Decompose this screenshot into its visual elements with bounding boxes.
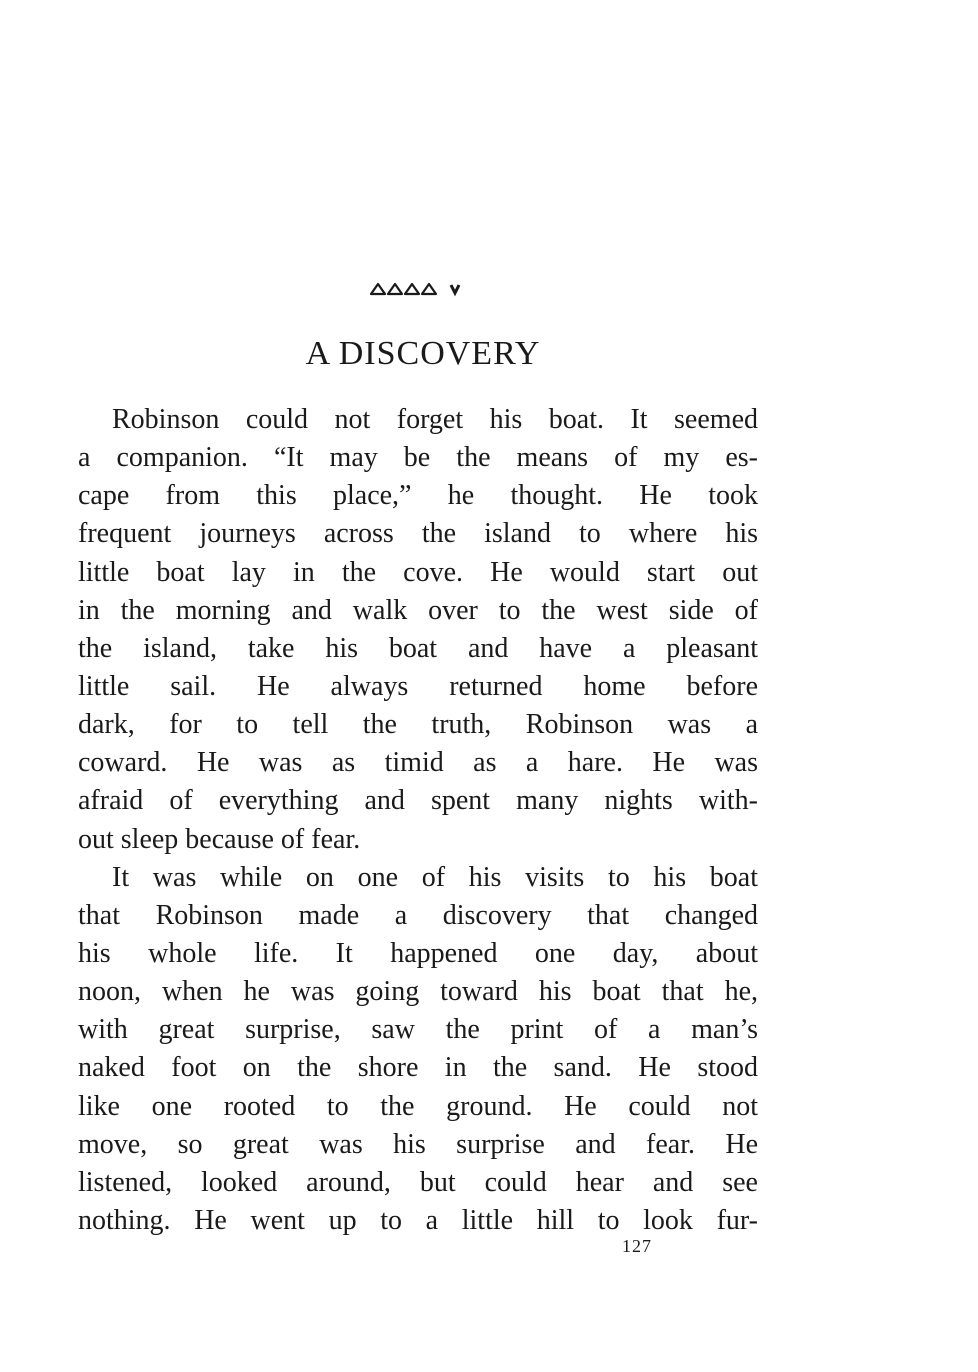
- text-line: Robinson could not forget his boat. It seemed: [112, 404, 758, 435]
- page-number: 127: [622, 1236, 652, 1256]
- text-line: noon, when he was going toward his boat that he,: [78, 976, 758, 1008]
- text-line: move, so great was his surprise and fear. He: [78, 1128, 758, 1160]
- text-line: coward. He was as timid as a hare. He was: [78, 747, 758, 779]
- text-line: in the morning and walk over to the west side of: [78, 594, 758, 626]
- text-line: little sail. He always returned home before: [78, 670, 758, 702]
- text-line: frequent journeys across the island to where his: [78, 518, 758, 550]
- text-line: a companion. “It may be the means of my es-: [78, 442, 758, 474]
- text-line: nothing. He went up to a little hill to look fur-: [78, 1204, 758, 1236]
- text-line: cape from this place,” he thought. He took: [78, 480, 758, 512]
- text-line: naked foot on the shore in the sand. He stood: [78, 1052, 758, 1084]
- chapter-title: A DISCOVERY: [305, 335, 541, 372]
- text-line: like one rooted to the ground. He could not: [78, 1090, 758, 1122]
- chapter-body: [78, 401, 758, 1240]
- text-line: dark, for to tell the truth, Robinson was a: [78, 709, 758, 741]
- chapter-ornament: [368, 278, 468, 298]
- text-line: listened, looked around, but could hear and see: [78, 1166, 758, 1198]
- text-line: It was while on one of his visits to his boat: [112, 861, 758, 893]
- text-line: out sleep because of fear.: [78, 823, 361, 855]
- text-line: that Robinson made a discovery that changed: [78, 899, 758, 931]
- text-line: the island, take his boat and have a pleasant: [78, 632, 758, 664]
- text-line: little boat lay in the cove. He would start out: [78, 556, 758, 588]
- text-line: afraid of everything and spent many nights with-: [78, 785, 758, 817]
- text-line: with great surprise, saw the print of a man’s: [78, 1014, 758, 1046]
- text-line: his whole life. It happened one day, about: [78, 937, 758, 969]
